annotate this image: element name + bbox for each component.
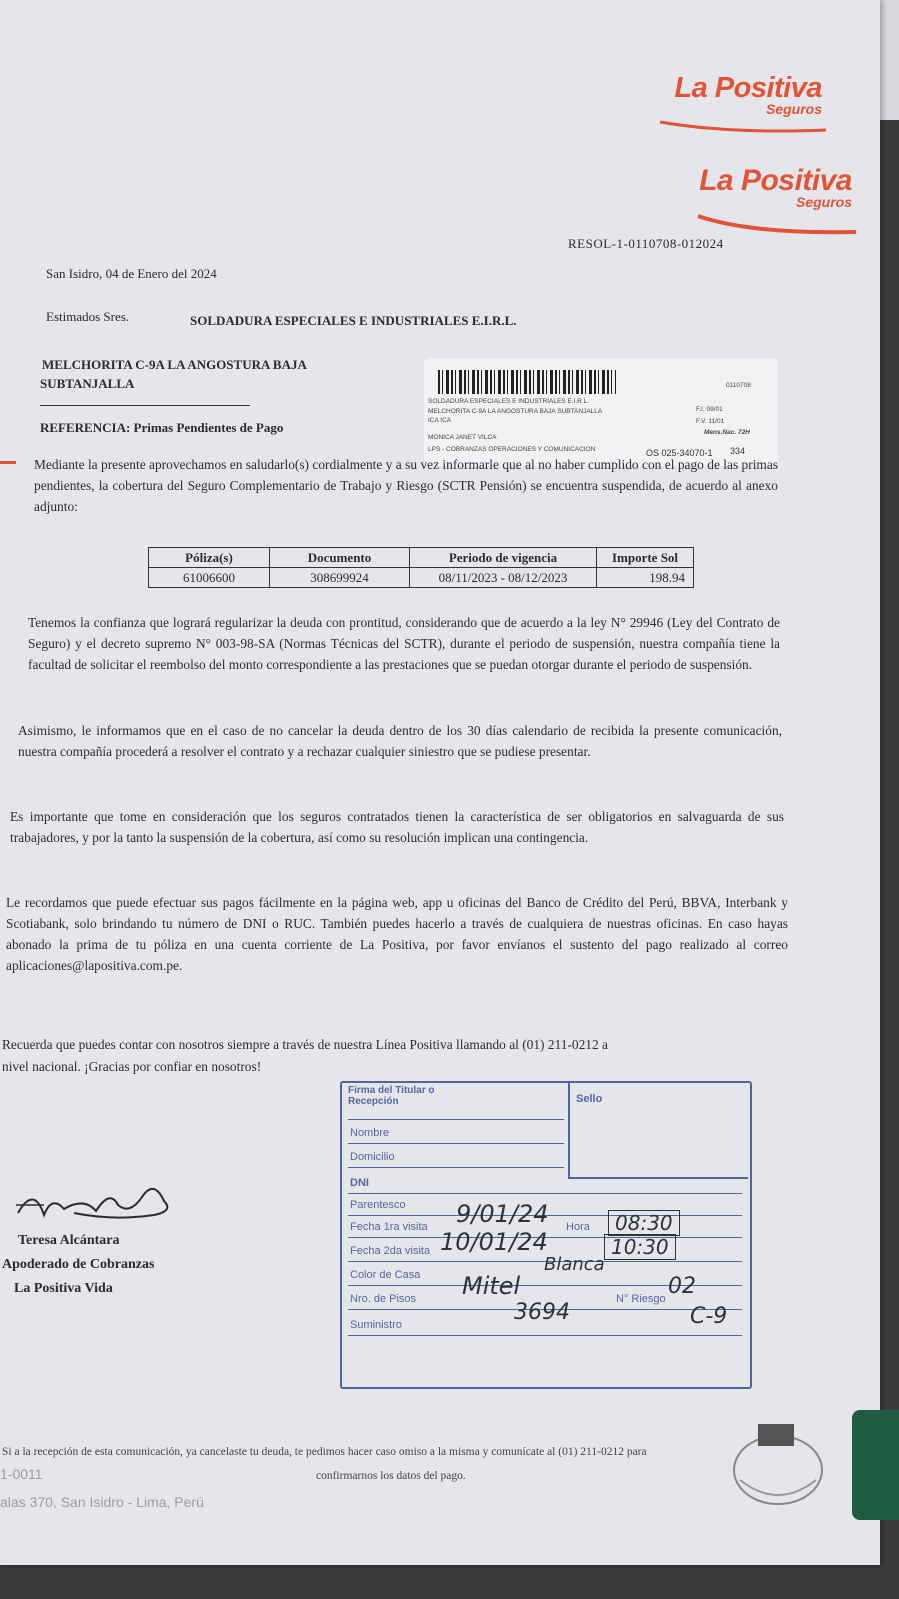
table-header-row <box>149 548 694 568</box>
stamp-row-nombre <box>348 1121 564 1144</box>
certification-seal-icon <box>728 1420 828 1510</box>
signer-company: La Positiva Vida <box>14 1281 113 1296</box>
label-line-1: SOLDADURA ESPECIALES E INDUSTRIALES E.I.R.L. <box>428 398 590 405</box>
hw-pisos: Mitel <box>462 1272 521 1300</box>
address-footer-2: alas 370, San Isidro - Lima, Perú <box>0 1494 204 1510</box>
stamp-riesgo: N° Riesgo <box>616 1293 666 1305</box>
address-label <box>424 358 778 466</box>
stamp-row-dni <box>348 1171 742 1194</box>
label-fi: F.I. 09/01 <box>696 406 723 413</box>
stamp-nombre: Nombre <box>350 1127 390 1139</box>
cell-importe: 198.94 <box>597 568 694 588</box>
label-line-3: ICA ICA <box>428 417 452 424</box>
hw-riesgo: 02 <box>668 1274 696 1299</box>
stamp-sello-box <box>568 1083 748 1179</box>
barcode <box>438 370 616 394</box>
signature <box>14 1175 184 1235</box>
paragraph-obligatory: Es importante que tome en consideración que los seguros contratados tienen la característica de ser obligatorios en salvaguarda de sus trabajadores, y por la tanto la suspensión de la cobertura, así como su resolución implican una contingencia. <box>10 809 784 845</box>
cell-periodo: 08/11/2023 - 08/12/2023 <box>410 568 597 588</box>
stamp-hora: Hora <box>566 1221 590 1233</box>
margin-mark <box>0 461 16 464</box>
green-badge-icon <box>852 1410 899 1520</box>
label-person: MONICA JANET VILCA <box>428 434 497 441</box>
hw-color: Blanca <box>544 1254 605 1275</box>
col-periodo: Periodo de vigencia <box>410 548 597 568</box>
date-line: San Isidro, 04 de Enero del 2024 <box>46 266 217 281</box>
cell-poliza: 61006600 <box>149 568 270 588</box>
label-mens: Mens.Nac. 72H <box>704 429 750 436</box>
address-line-2: SUBTANJALLA <box>40 376 135 391</box>
hw-lote: C-9 <box>690 1304 728 1329</box>
label-num: 334 <box>730 446 746 456</box>
logo-main <box>666 164 852 210</box>
stamp-fecha1: Fecha 1ra visita <box>350 1221 428 1233</box>
footer-note-2: confirmarnos los datos del pago. <box>316 1470 466 1482</box>
logo-brand-main: La Positiva <box>699 164 852 197</box>
logo-top <box>640 72 822 117</box>
address-footer-1: 1-0011 <box>0 1466 43 1482</box>
logo-brand: La Positiva <box>674 72 822 104</box>
stamp-firma: Firma del Titular o Recepción <box>348 1085 435 1107</box>
stamp-color: Color de Casa <box>350 1269 421 1281</box>
reference-code: RESOL-1-0110708-012024 <box>568 236 724 251</box>
hw-time2: 10:30 <box>604 1234 676 1260</box>
divider <box>40 405 250 406</box>
paragraph-payments: Le recordamos que puede efectuar sus pagos fácilmente en la página web, app u oficinas del Banco de Crédito del Perú, BBVA, Interbank y Scotiabank, solo brindando tu número de DNI o RUC. También puedes hacerlo a través de cualquiera de nuestras oficinas. En caso hayas abonado la prima de tu póliza en una cuenta corriente de La Positiva, por favor envíanos el sustento del pago realizado al correo aplicaciones@lapositiva.com.pe. <box>6 895 788 973</box>
stamp-pisos: Nro. de Pisos <box>350 1293 417 1305</box>
hw-date2: 10/01/24 <box>440 1228 548 1256</box>
paragraph-contact-1: Recuerda que puedes contar con nosotros siempre a través de nuestra Línea Positiva llamando al (01) 211-0212 a <box>2 1037 608 1052</box>
company-name: SOLDADURA ESPECIALES E INDUSTRIALES E.I.R.L. <box>190 313 517 328</box>
logo-sub: Seguros <box>765 101 822 117</box>
paragraph-contact-2: nivel nacional. ¡Gracias por confiar en nosotros! <box>2 1059 262 1074</box>
signer-title: Apoderado de Cobranzas <box>2 1257 155 1272</box>
stamp-parentesco: Parentesco <box>350 1199 406 1211</box>
col-poliza: Póliza(s) <box>149 548 270 568</box>
hw-time1: 08:30 <box>608 1210 680 1236</box>
premium-table <box>148 547 694 588</box>
signer-name: Teresa Alcántara <box>18 1233 120 1248</box>
logo-swoosh-top <box>640 118 830 138</box>
stamp-suministro: Suministro <box>350 1319 402 1331</box>
paragraph-resolution: Asimismo, le informamos que en el caso de no cancelar la deuda dentro de los 30 días calendario de recibida la presente comunicación, nuestra compañía procederá a resolver el contrato y a rechazar cualquier siniestro que se pudiese presentar. <box>18 723 782 759</box>
cell-documento: 308699924 <box>270 568 410 588</box>
salutation: Estimados Sres. <box>46 309 130 324</box>
footer-note-1: Si a la recepción de esta comunicación, ya cancelaste tu deuda, te pedimos hacer caso omiso a la misma y comunícate al (01) 211-0212 para <box>2 1446 647 1458</box>
table-row <box>149 568 694 588</box>
col-documento: Documento <box>270 548 410 568</box>
stamp-sello: Sello <box>576 1093 603 1105</box>
stamp-row-domicilio <box>348 1145 564 1168</box>
label-code: 0110708 <box>726 382 751 389</box>
stamp-dni: DNI <box>350 1177 369 1189</box>
paragraph-law: Tenemos la confianza que logrará regularizar la deuda con prontitud, considerando que de acuerdo a la ley N° 29946 (Ley del Contrato de Seguro) y el decreto supremo N° 003-98-SA (Normas Técnicas del SCTR), durante el periodo de suspensión, nuestra compañía tiene la facultad de solicitar el reembolso del monto correspondiente a las prestaciones que se puedan otorgar durante el periodo de suspensión. <box>28 615 780 672</box>
stamp-row-firma <box>348 1097 564 1120</box>
hw-sum: 3694 <box>514 1300 570 1325</box>
stamp-fecha2: Fecha 2da visita <box>350 1245 431 1257</box>
logo-sub-main: Seguros <box>795 194 852 210</box>
address-line-1: MELCHORITA C-9A LA ANGOSTURA BAJA <box>42 357 307 372</box>
label-line-2: MELCHORITA C-9A LA ANGOSTURA BAJA SUBTANJALLA <box>428 408 603 415</box>
reference-subject: REFERENCIA: Primas Pendientes de Pago <box>40 420 284 435</box>
label-dept: LPS - COBRANZAS OPERACIONES Y COMUNICACION <box>428 446 596 453</box>
label-os: OS 025-34070-1 <box>646 448 713 458</box>
hw-date1: 9/01/24 <box>456 1200 549 1228</box>
paragraph-intro: Mediante la presente aprovechamos en saludarlo(s) cordialmente y a su vez informarle que al no haber cumplido con el pago de las primas pendientes, la cobertura del Seguro Complementario de Trabajo y Riesgo (SCTR Pensión) se encuentra suspendida, de acuerdo al anexo adjunto: <box>34 457 778 514</box>
label-fv: F.V. 11/01 <box>696 418 725 425</box>
stamp-domicilio: Domicilio <box>350 1151 395 1163</box>
col-importe: Importe Sol <box>597 548 694 568</box>
